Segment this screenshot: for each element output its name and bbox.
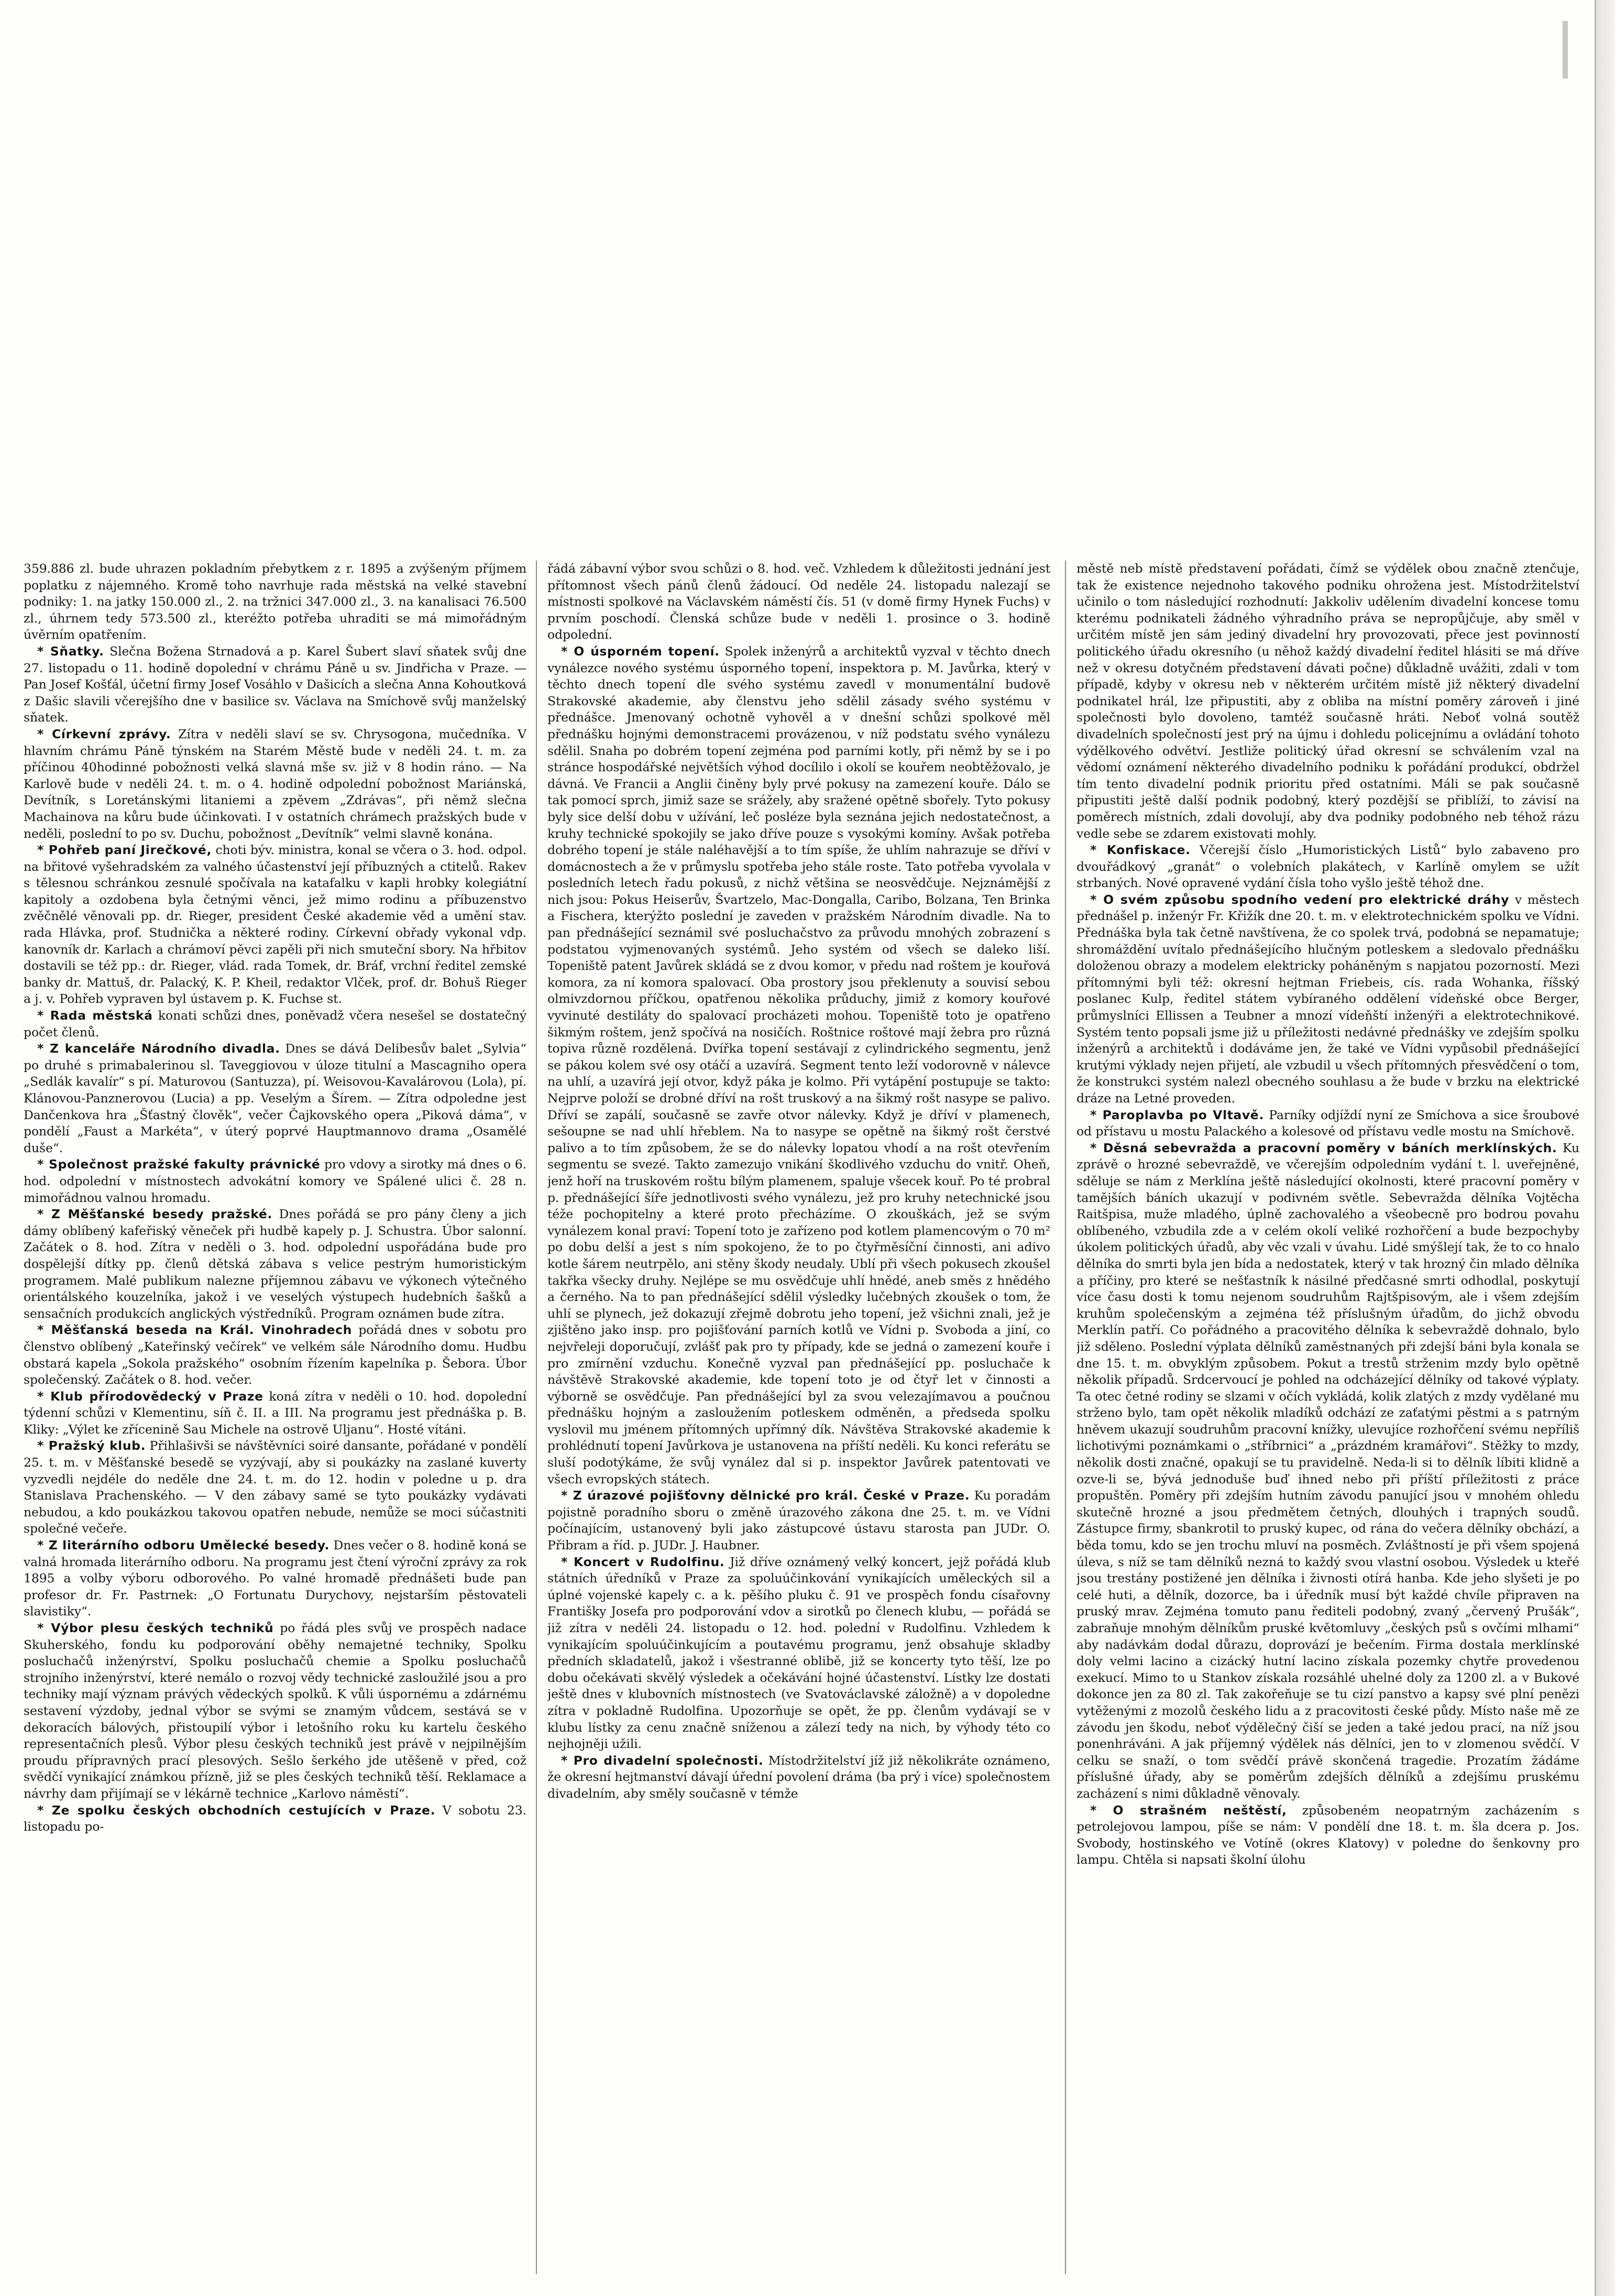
article-headline: * O úsporném topení. [561, 643, 720, 659]
article-paragraph [24, 1620, 526, 1802]
article-headline: * Z Měšťanské besedy pražské. [37, 1207, 272, 1222]
article-paragraph [24, 1537, 526, 1620]
article-headline: * Církevní zprávy. [37, 726, 171, 741]
article-headline: * O svém způsobu spodního vedení pro elektrické dráhy [1090, 892, 1510, 907]
article-text: pořádá dnes v sobotu pro členstvo oblíbený „Kateřinský večírek“ ve velkém sále Národního domu. Hudbu obstará kapela „Sokola pražského“ osobním řízením kapelníka p. Šebora. Úbor společenský. Začátek o 8. hod. večer. [24, 1322, 526, 1387]
article-paragraph [547, 1554, 1050, 1753]
article-text: po řádá ples svůj ve prospěch nadace Skuherského, fondu ku podporování oběhy nemajetné techniky, Spolku posluchačů inženýrství, Spolku posluchačů chemie a Spolku posluchačů strojního inženýrství, které nemálo o rozvoj vědy technické zasloužilé jsou a pro techniky mají význam právých vědeckých spolků. K vůli úspornému a zdárnému sestavení výzdoby, jednal výbor se svými se znamým vůdcem, sestává se v dekoracích bálových, přistoupilí výbor i letošního roku ku kartelu českého representačních plesů. Výbor plesu českých techniků jest právě v nejpilnějším proudu přípravných prací plesových. Sešlo šerkého jde utěšeně v před, což svědčí vynikající známkou přízně, již se ples českých techniků těší. Reklamace a návrhy dam přijímají se v lékárně technice „Karlovo náměstí“. [24, 1621, 526, 1801]
article-paragraph [1076, 1802, 1579, 1868]
article-paragraph [24, 1802, 526, 1835]
article-headline: * Paroplavba po Vltavě. [1090, 1107, 1264, 1122]
article-text: Přihlašivši se návštěvníci soiré dansante, pořádané v pondělí 25. t. m. v Měšťanské besedě se vyzývají, aby si poukázky na zaslané kuverty vyzvedli nejdéle do neděle dne 24. t. m. do 12. hodin v poledne u p. dra Stanislava Prachenského. — V den zábavy samé se tyto poukázky vydávati nebudou, a kdo poukázkou takovou opatřen nebude, nemůže se moci súčastniti společné večeře. [24, 1438, 526, 1536]
article-headline: * Sňatky. [37, 643, 104, 659]
article-text: Ku zprávě o hrozné sebevraždě, ve včerejším odpoledním vydání t. l. uveřejněné, sděluje se nám z Merklína ještě následující okolnosti, které pracovní poměry v tamějších báních ukazují v podivném světle. Sebevražda dělníka Vojtěcha Raitšpisa, muže mladého, úplně zachovalého a všeobecně pro bodrou povahu oblíbeného, vzbudila zde a v celém okolí veliké rozhořčení a bude bezpochyby úkolem politických úřadů, aby věc vzali v úvahu. Lidé smýšlejí tak, že to co hnalo dělníka do smrti byla jen bída a nedostatek, který v tak hrozný čin mlado dělníka a příčiny, pro které se nešťastník k násilné předčasné smrti odhodlal, poskytují více času dosti k tomu nejenom soudruhům Rajtšpisovým, ale i všem zdejším kruhům společenským a zejména též příslušným úřadům, do jichž obvodu Merklín patří. Co pořádného a pracovitého dělníka k sebevraždě dohnalo, bylo již sděleno. Poslední výplata dělníků zaměstnaných při zdejší báni byla konala se dne 15. t. m. obvyklým způsobem. Pokut a trestů strženim mzdy bylo opětně několik případů. Srdcervoucí je pohled na odcházející dělníky od takové výplaty. Ta otec četné rodiny se slzami v očích vykládá, kolik zlatých z mzdy vydělané mu strženo bylo, tam opět několik mladíků odchází ze zaťatými pěstmi a s patrným hněvem ukazují soudruhům pracovní knížky, ulevujíce rozhořčení svému nepříliš lichotivými poznámkami o „stříbrnici“ a „prázdném kramářovi“. Stěžky to mzdy, několik dosti značné, opakují se tu pravidelně. Neda-li si to dělník líbiti klidně a ozve-li se, bývá jednoduše buď ihned nebo při příští příležitosti z práce propuštěn. Poměry při zdejším hutním závodu panující jsou v mnohém ohledu skutečně hrozné a jsou předmětem četných, dlouhých i trapných soudů. Zástupce firmy, sbankrotil to pruský kupec, od rána do večera dělníky obchází, a běda tomu, kdo se jen trochu mluví na posměch. Zvláštností je při všem spojená úleva, s níž se tam dělníků nezná to každý svou vlastní osobou. Výsledek u kteřé jsou trestány postižené jen dělníka i živnosti otírá hanba. Kde jeho slyšeti je po celé huti, a dělník, dozorce, ba i úředník musí být každé chvíle připraven na pruský mrav. Zejména tomuto panu řediteli podobný, zvaný „červený Prušák“, zabraňuje mnohým dělníkům pruské květomluvy „českých psů s ovčími mlhami“ aby nadávkám dodal důrazu, doprovází je bečením. Firma dostala merklínské doly velmi lacino a cizácký hutní lacino získala pozemky chytře provedenou exekucí. Mimo to u Stankov získala rozsáhlé uhelné doly za 1200 zl. a v Bukové dokonce jen za 80 zl. Tak zakořeňuje se tu cizí panstvo a kapsy své plní penězi vytěženými z mozolů českého lidu a z pracovitosti české půdy. Místo naše mě ze závodu jen škodu, neboť výdělečný čiší se jeden a také jedou prací, na níž jsou ponenhráváni. A jak příjemný výdělek nás dělníci, jen to v zlomenou svědčí. V celku se snaží, o tom svědčí právě skončená tragedie. Prozatím žádáme příslušné úřady, aby se poměrům zdejších dělníků a zdejšímu pruskému zacházení s nimi důkladně věnovaly. [1076, 1140, 1579, 1801]
article-headline: * Pohřeb paní Jirečkové, [37, 843, 212, 858]
article-headline: * Děsná sebevražda a pracovní poměry v báních merklínských. [1090, 1140, 1557, 1155]
article-text: koná zítra v neděli o 10. hod. dopolední týdenní schůzi v Klementinu, síň č. II. a III. Na programu jest přednáška p. B. Kliky: „Výlet ke zřícenině Sau Michele na ostrově Uljanu“. Hosté vítáni. [24, 1388, 526, 1437]
scan-mark [1563, 21, 1568, 79]
article-headline: * Rada městská [37, 1008, 153, 1023]
article-paragraph [1076, 561, 1579, 842]
article-text: V sobotu 23. listopadu po- [24, 1802, 526, 1834]
article-headline: * Z úrazové pojišťovny dělnické pro král. České v Praze. [561, 1488, 970, 1503]
article-headline: * Pražský klub. [37, 1438, 146, 1453]
article-text: Parníky odjíždí nyní ze Smíchova a sice šroubové od přístavu u mostu Palackého a kolesové od přístavu vedle mostu na Smíchově. [1076, 1107, 1579, 1139]
article-paragraph [24, 1041, 526, 1156]
article-text: choti býv. ministra, konal se včera o 3. hod. odpol. na břitové vyšehradském za valného účastenství její příbuzných a ctitelů. Rakev s tělesnou schránkou zesnulé spočívala na katafalku v kapli hrobky kolegiátní kapitoly a ozdobena byla četnými věnci, jež mimo rodinu a příbuzenstvo zvěčnělé věnovali pp. dr. Rieger, president České akademie věd a umění stav. rada Hlávka, prof. Studnička a některé rodiny. Církevní obřady vykonal vdp. kanovník dr. Karlach a chrámoví pěvci zapěli při nich smuteční sbory. Na hřbitov dostavili se též pp.: dr. Rieger, vlád. rada Tomek, dr. Bráf, vrchní ředitel zemské banky dr. Mattuš, dr. Palacký, K. P. Kheil, redaktor Vlček, prof. dr. Bohuš Rieger a j. v. Pohřeb vypraven byl ústavem p. K. Fuchse st. [24, 843, 526, 1007]
article-text: městě neb místě představení pořádati, čímž se výdělek obou značně ztenčuje, tak že existence nejednoho takového podniku ohrožena jest. Místodržitelství učinilo o tom následující rozhodnutí: Jakkoliv udělením divadelní koncese tomu kterému podnikateli žádného výhradního práva se nepropůjčuje, aby směl v určitém místě jen sám jediný divadelní hry provozovati, přece jest povinností politického úřadu okresního (u něhož každý divadelní ředitel hlásiti se má dříve než v okresu dotyčném představení dávati počne) důkladně uvážiti, zdali v tom případě, kdyby v okresu neb v některém určitém místě již některý divadelní podnikatel hrál, lze připustiti, aby z obliba na místní poměry zároveň i jiné společnosti bylo dovoleno, tamtéž současně hráti. Neboť volná soutěž divadelních společností jest prý na újmu i dohledu policejnímu a ovládání tohoto výdělkového odvětví. Jestliže politický úřad okresní se schválením vzal na vědomí oznámení některého divadelního podniku k pořádání produkcí, obdržel tím tento divadelní podnik prioritu před ostatními. Máli se pak současně připustiti ještě další podnik podobný, který pozdější se přiblíží, to závisí na poměrech místních, zdali dovolují, aby dva podniky podobného neb téhož rázu vedle sebe se zdarem existovati mohly. [1076, 561, 1579, 841]
article-paragraph [547, 1488, 1050, 1554]
article-text: 359.886 zl. bude uhrazen pokladním přebytkem z r. 1895 a zvýšeným příjmem poplatku z nájemného. Kromě toho navrhuje rada městská na velké stavební podniky: 1. na jatky 150.000 zl., 2. na tržnici 347.000 zl., 3. na kanalisaci 76.500 zl., úhrnem tedy 573.500 zl., kteréžto potřeba uhraditi se má mimořádným úvěrním opatřením. [24, 561, 526, 642]
column-rule [1065, 561, 1066, 2274]
article-text: Včerejší číslo „Humoristických Listů“ bylo zabaveno pro dvouřádkový „granát“ o volebních plakátech, v Karlíně omylem se užít strbaných. Nové opravené vydání čísla toho vyšlo ještě téhož dne. [1076, 843, 1579, 891]
article-text: konati schůzi dnes, poněvadž včera nesešel se dostatečný počet členů. [24, 1008, 526, 1040]
article-paragraph [547, 561, 1050, 643]
article-paragraph [1076, 842, 1579, 892]
article-text: řádá zábavní výbor svou schůzi o 8. hod. več. Vzhledem k důležitosti jednání jest přítomnost všech pánů členů žádoucí. Od neděle 24. listopadu nalezají se místnosti spolkové na Václavském náměstí čís. 51 (v domě firmy Hynek Fuchs) v prvním poschodí. Členská schůze bude v neděli 1. prosince o 3. hodině odpolední. [547, 561, 1050, 642]
article-headline: * Z kanceláře Národního divadla. [37, 1041, 280, 1056]
article-text: Spolek inženýrů a architektů vyzval v těchto dnech vynálezce nového systému úsporného topení, inspektora p. M. Javůrka, který v těchto dnech topení dle svého systému zavedl v monumentální budově Strakovské akademie, aby členstvu jeho sdělil zásady svého systému v přednášce. Jmenovaný ochotně vyhověl a v dnešní schůzi spolkové měl přednášku hojnými demonstracemi provázenou, v níž podstatu svého vynálezu sdělil. Snaha po dobrém topení zejména pod parními kotly, při němž by se i po stránce hospodářské největších výhod docílilo i okolí se kouřem neobtěžovalo, je dávná. Ve Francii a Anglii činěny byly prvé pokusy na zamezení kouře. Dálo se tak pomocí sprch, jimiž saze se srážely, aby sražené opětně sbořely. Tyto pokusy byly sice delší dobu v užívání, leč posléze byla seznána jejich nedostatečnost, a kruhy technické spokojily se jako dříve pouze s vysokými komíny. Avšak potřeba dobrého topení je stále naléhavější a to tím spíše, že uhlím nahrazuje se dříví v domácnostech a že v průmyslu spotřeba jeho stále roste. Tato potřeba vyvolala v posledních letech řadu pokusů, z nichž většina se neosvědčuje. Nejznámější z nich jsou: Pokus Heiserův, Švartzelo, Mac-Dongalla, Caribo, Bolzana, Ten Brinka a Fischera, kterýžto poslední je zaveden v pražském Národním divadle. Na to pan přednášející seznámil své posluchačstvo za průvodu mnohých zobrazení s podstatou vyjmenovaných systémů. Jeho systém od všech se daleko liší. Topeniště patent Javůrek skládá se z dvou komor, v předu nad roštem je kouřová komora, za ní komora spalovací. Oba prostory jsou překlenuty a souvisí sebou olmivzdornou příčkou, opatřenou několika průduchy, jimiž z komory kouřové vyvinuté destiláty do spalovací procházeti mohou. Topeniště toto je opatřeno šikmým roštem, jenž spočívá na nosičích. Roštnice roštové mají žebra pro různá topiva různě rozdělená. Dvířka topení sestávají z cylindrického segmentu, jenž se pákou kolem své osy otáčí a uzavírá. Segment tento leží vodorovně v nálevce na uhlí, a uzavírá její otvor, když páka je kolmo. Při vytápění postupuje se takto: Nejprve položí se drobné dříví na rošt truskový a na šikmý rošt nasype se palivo. Dříví se zapálí, současně se zavře otvor nálevky. Když je dříví v plamenech, sešoupne se nad uhlí hřeblem. Na to nasype se opětně na šikmý rošt čerstvé palivo a to tím způsobem, že se do nálevky lopatou vhodí a na rošt otevřením segmentu se svezé. Takto zamezujo vnikání škodlivého vzduchu do vnitř. Oheň, jenž hoří na truskovém roštu bílým plamenem, spaluje všecek kouř. Po té probral p. přednášející šíře jednotlivosti svého vynálezu, jež pro kruhy netechnické jsou téže pochopitelny a které proto přecházíme. O zkouškách, jež se svým vynálezem konal praví: Topení toto je zařízeno pod kotlem plamencovým o 70 m² po dobu delší a jest s ním spokojeno, že to po čtyřměsíční činnosti, ani adivo kotle šárem neutrpělo, ani stěny škody neudaly. Ublí při všech pokusech zkoušel takřka všecky druhy. Nejlépe se mu osvědčuje uhlí hnědé, aneb směs z hnědého a černého. Na to pan přednášející sdělil výsledky lučebných zkoušek o tom, že uhlí se plynech, jež dokazují zřejmě dobrotu jeho topení, jež všichni znali, jež je zjištěno jako insp. pro pojišťování parních kotlů ve Vídni p. Svoboda a jiní, co nejvřeleji doporučují, zvlášť pak pro ty případy, kde se jedná o zamezení kouře i pro zmírnění vzduchu. Konečně vyzval pan přednášející pp. posluchače k návštěvě Strakovské akademie, kde topení toto je od čtyř let v činnosti a výborně se osvědčuje. Pan přednášející byl za svou velezajímavou a poučnou přednášku hojným a zasloužením potleskem odměněn, a předseda spolku vyslovil mu jménem přítomných upřímný dík. Návštěva Strakovské akademie k prohlédnutí topení Javůrkova je ustanovena na příští neděli. Ku konci referátu se sluší podotýkáme, že svůj vynález dal si p. inspektor Javůrek patentovati ve všech evropských státech. [547, 643, 1050, 1486]
article-paragraph [24, 1438, 526, 1537]
article-text: Dnes večer o 8. hodině koná se valná hromada literárního odboru. Na programu jest čtení výroční zprávy za rok 1895 a volby výboru odborového. Po valné hromadě přednášeti bude pan profesor dr. Fr. Pastrnek: „O Fortunatu Durychovy, nejstarším pěstovateli slavistiky“. [24, 1538, 526, 1619]
column-rule [536, 561, 537, 2274]
page-edge [1595, 0, 1615, 2296]
article-paragraph [547, 643, 1050, 1488]
article-headline: * Měšťanská beseda na Král. Vinohradech [37, 1322, 352, 1338]
article-paragraph [24, 1322, 526, 1388]
article-paragraph [1076, 1107, 1579, 1140]
article-text: Dnes se dává Delibesův balet „Sylvia“ po druhé s primabalerinou sl. Taveggiovou v úloze titulní a Mascagniho opera „Sedlák kavalír“ s pí. Maturovou (Santuzza), pí. Weisovou-Kavalárovou (Lola), pí. Klánovou-Panznerovou (Lucia) a pp. Veselým a Šírem. — Zítra odpoledne jest Dančenkova hra „Šťastný člověk“, večer Čajkovského opera „Piková dáma“, v pondělí „Faust a Markéta“, v úterý poprvé Hauptmannovo drama „Osamělé duše“. [24, 1041, 526, 1155]
article-paragraph [24, 643, 526, 726]
article-text: pro vdovy a sirotky má dnes o 6. hod. odpolední v místnostech advokátní komory ve Spálené ulici č. 28 n. mimořádnou valnou hromadu. [24, 1157, 526, 1205]
article-headline: * Koncert v Rudolfinu. [561, 1554, 725, 1569]
article-headline: * Konfiskace. [1090, 843, 1191, 858]
article-headline: * Z literárního odboru Umělecké besedy. [37, 1538, 330, 1553]
article-headline: * Pro divadelní společnosti. [561, 1753, 764, 1768]
newspaper-page [24, 561, 1579, 2274]
column-3 [1076, 561, 1579, 2274]
article-paragraph [24, 561, 526, 643]
article-text: Místodržitelství jíž již několikráte oznámeno, že okresní hejtmanství dávají úřední povolení dráma (ba prý i více) společnostem divadelním, aby směly současně v témže [547, 1753, 1050, 1801]
article-headline: * O strašném neštěstí, [1090, 1802, 1287, 1818]
article-headline: * Klub přírodovědecký v Praze [37, 1388, 263, 1404]
article-text: Dnes pořádá se pro pány členy a jich dámy oblíbený kafeřiský věneček při hudbě kapely p. J. Schustra. Úbor salonní. Začátek o 8. hod. Zítra v neděli o 3. hod. odpolední uspořádána bude pro dospělejší dítky pp. členů dětská zábava s velice pestrým humoristickým programem. Malé publikum nalezne příjemnou zábavu ve výkonech výtečného orientálského kouzelníka, jakož i ve veselých výstupech hudebních šašků a sensačních produkcích anglických výstředníků. Program oznámen bude zítra. [24, 1207, 526, 1321]
column-2 [547, 561, 1050, 2274]
article-paragraph [547, 1753, 1050, 1802]
column-1 [24, 561, 526, 2274]
article-paragraph [1076, 1140, 1579, 1802]
article-paragraph [24, 1206, 526, 1322]
article-headline: * Ze spolku českých obchodních cestujících v Praze. [37, 1802, 436, 1818]
article-paragraph [1076, 892, 1579, 1107]
article-paragraph [24, 842, 526, 1008]
article-text: Již dříve oznámený velký koncert, jejž pořádá klub státních úředníků v Praze za spoluúčinkování vynikajících uměleckých sil a úplné vojenské kapely c. a k. pěšího pluku č. 91 ve prospěch fondu císařovny Františky Josefa pro podporování vdov a sirotků po členech klubu, — pořádá se již zítra v neděli 24. listopadu o 12. hod. polední v Rudolfinu. Vzhledem k vynikajícím spoluúčinkujícím a poutavému programu, jenž obsahuje skladby předních skladatelů, jakož i všestranné oblibě, již se koncerty tyto těší, lze po dobu očekávati skvělý výsledek a očekávání hojné účastenství. Lístky lze dostati ještě dnes v klubovních místnostech (ve Svatováclavské záložně) a v dopoledne zítra v pokladně Rudolfina. Upozorňuje se opět, že pp. členům vydávají se v klubu lístky za cenu značně sníženou a zálezí tedy na nich, by výhody této co nejhojněji užili. [547, 1554, 1050, 1752]
article-paragraph [24, 1156, 526, 1206]
article-headline: * Výbor plesu českých techniků [37, 1621, 274, 1635]
article-text: Zítra v neděli slaví se sv. Chrysogona, mučedníka. V hlavním chrámu Páně týnském na Starém Městě bude v neděli 24. t. m. za příčinou 40hodinné pobožnosti velká slavná mše sv. již v 8 hodin ráno. — Na Karlově bude v neděli 24. t. m. o 4. hodině odpolední pobožnost Mariánská, Devítník, s Loretánskými litaniemi a zpěvem „Zdrávas“, při němž slečna Machainova na kůru bude účinkovati. I v ostatních chrámech pražských bude v neděli, poslední to po sv. Duchu, pobožnost „Devítník“ velmi slavně konána. [24, 726, 526, 841]
article-paragraph [24, 726, 526, 842]
article-text: způsobeném neopatrným zacházením s petrolejovou lampou, píše se nám: V pondělí dne 18. t. m. šla dcera p. Jos. Svobody, hostinského ve Votíně (okres Klatovy) v poledne do šenkovny pro lampu. Chtěla si napsati školní úlohu [1076, 1802, 1579, 1867]
article-text: v městech přednášel p. inženýr Fr. Křižík dne 20. t. m. v elektrotechnickém spolku ve Vídni. Přednáška byla tak četně navštívena, že co spolek trvá, podobná se nepamatuje; shromáždění uvítalo přednášejícího hlučným potleskem a sledovalo přednášku doloženou obrazy a modelem elektricky poháněným s napjatou pozorností. Mezi přítomnými byli též: okresní hejtman Friebeis, cís. rada Wohanka, říšský poslanec Kulp, ředitel státem vybíraného oddělení vídeňské obce Berger, průmyslníci Ellissen a Teubner a mnozí vídeňští inženýři a elektrotechnikové. Systém tento popsali jsme již u příležitosti nedávné přednášky ve zdejším spolku inženýrů a architektů i dodáváme jen, že také ve Vídni vypůsobil přednášející krutými výklady nejen přijetí, ale vzbudil u všech přítomných přesvědčení o tom, že konstrukci systém nalezl obecného souhlasu a že bude v brzku na elektrické dráze na Letné proveden. [1076, 892, 1579, 1106]
article-paragraph [24, 1008, 526, 1041]
article-text: Ku poradám pojistně poradního sboru o změně úrazového zákona dne 25. t. m. ve Vídni počínajícím, ustanovený byli jako zástupcové ústavu starosta pan JUDr. O. Přibram a říd. p. JUDr. J. Haubner. [547, 1488, 1050, 1553]
article-paragraph [24, 1388, 526, 1438]
article-text: Slečna Božena Strnadová a p. Karel Šubert slaví sňatek svůj dne 27. listopadu o 11. hodině dopolední v chrámu Páně u sv. Jindřicha v Praze. — Pan Josef Košťál, účetní firmy Josef Vosáhlo v Dašicích a slečna Anna Kohoutková z Dašic slavili včerejšího dne v basilice sv. Václava na Smíchově svůj manželský sňatek. [24, 643, 526, 725]
article-headline: * Společnost pražské fakulty právnické [37, 1157, 321, 1172]
